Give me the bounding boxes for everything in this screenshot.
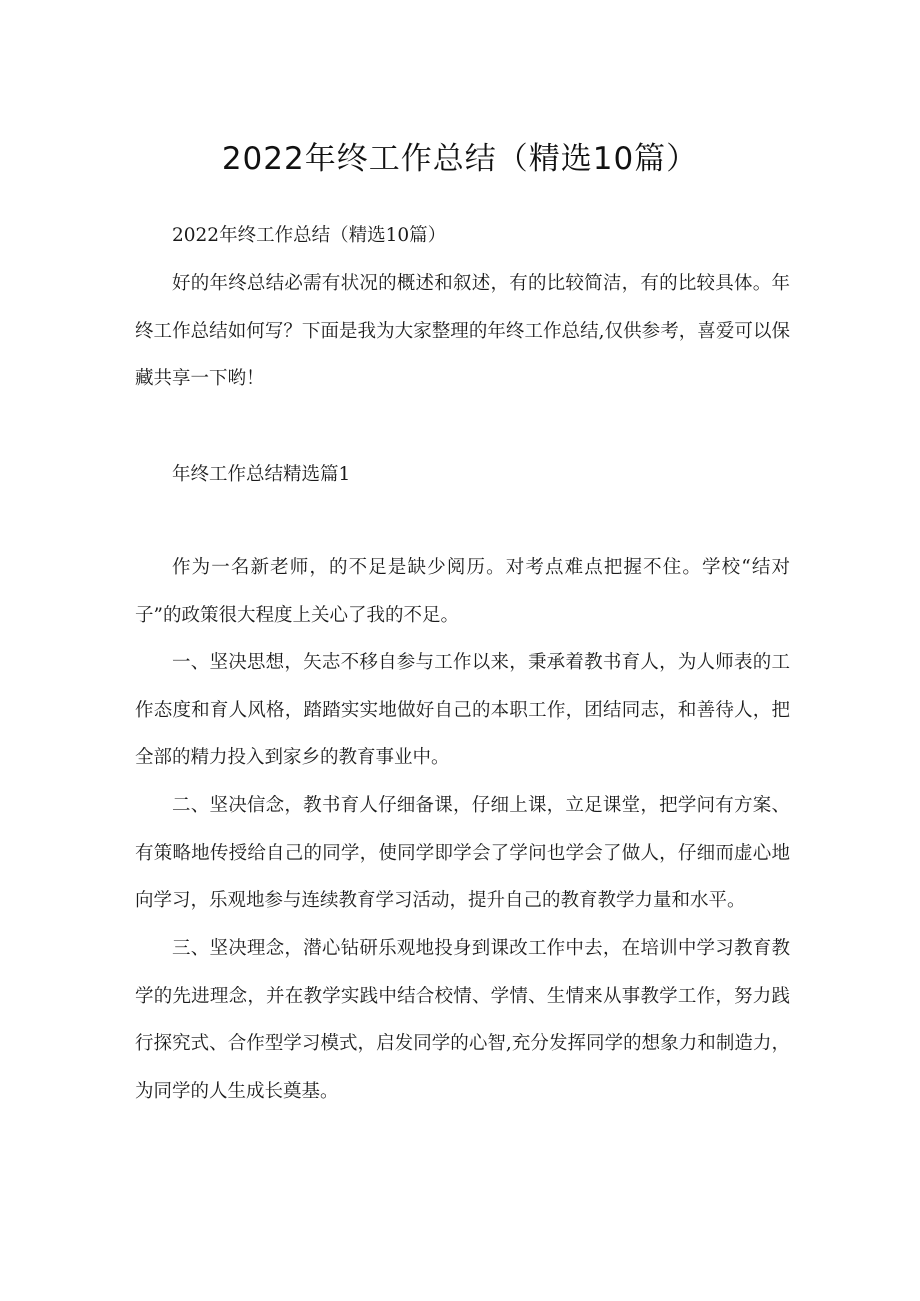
body-paragraph: 二、坚决信念，教书育人仔细备课，仔细上课，立足课堂，把学问有方案、有策略地传授给自己的同学，使同学即学会了学问也学会了做人，仔细而虚心地向学习，乐观地参与连续教育学习活动，提升自己的教育教学力量和水平。 <box>135 795 790 911</box>
document-subtitle: 2022年终工作总结（精选10篇） <box>172 225 447 246</box>
intro-paragraph: 好的年终总结必需有状况的概述和叙述，有的比较简洁，有的比较具体。年终工作总结如何写？下面是我为大家整理的年终工作总结,仅供参考，喜爱可以保藏共享一下哟！ <box>135 273 790 389</box>
body-paragraph: 一、坚决思想，矢志不移自参与工作以来，秉承着教书育人，为人师表的工作态度和育人风格，踏踏实实地做好自己的本职工作，团结同志，和善待人，把全部的精力投入到家乡的教育事业中。 <box>135 652 790 768</box>
body-paragraph: 作为一名新老师，的不足是缺少阅历。对考点难点把握不住。学校“结对子”的政策很大程度上关心了我的不足。 <box>135 557 790 626</box>
body-paragraph: 三、坚决理念，潜心钻研乐观地投身到课改工作中去，在培训中学习教育教学的先进理念，并在教学实践中结合校情、学情、生情来从事教学工作，努力践行探究式、合作型学习模式，启发同学的心智,充分发挥同学的想象力和制造力，为同学的人生成长奠基。 <box>135 938 790 1102</box>
section-heading: 年终工作总结精选篇1 <box>172 464 351 485</box>
document-title: 2022年终工作总结（精选10篇） <box>221 141 699 177</box>
